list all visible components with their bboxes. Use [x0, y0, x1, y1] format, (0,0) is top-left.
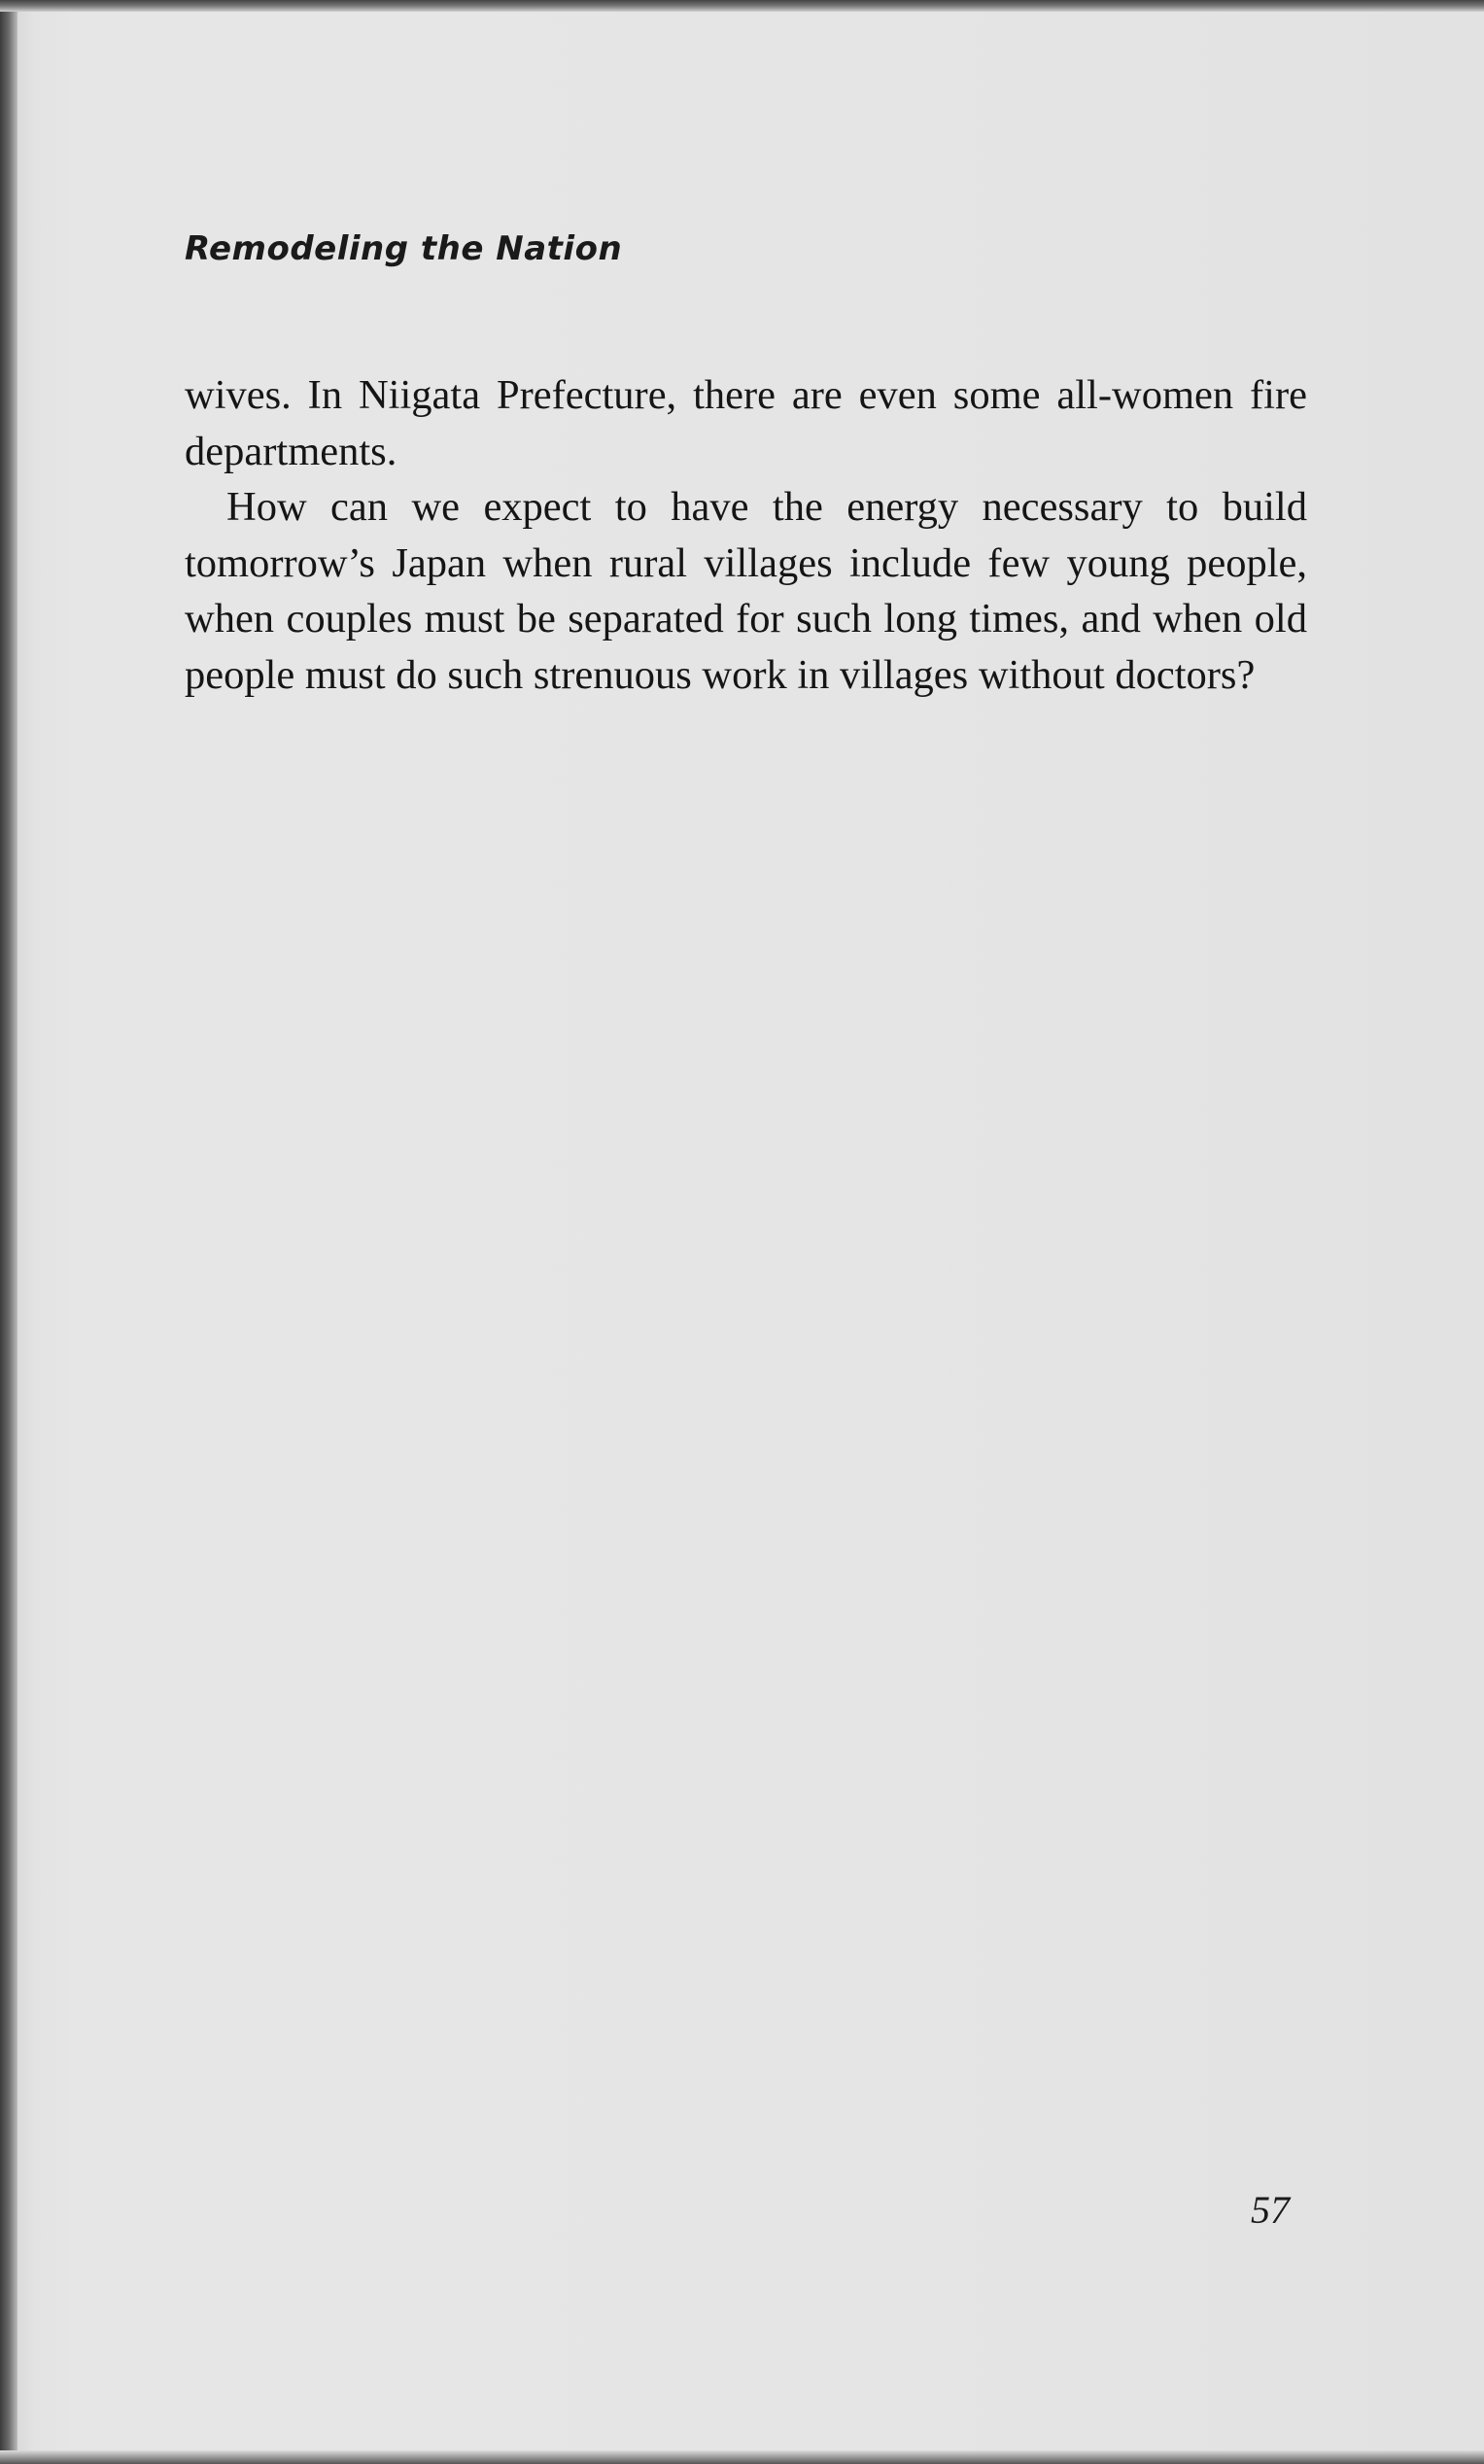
running-head: Remodeling the Nation	[185, 229, 623, 268]
page-number: 57	[1251, 2188, 1290, 2232]
page-top-edge	[0, 0, 1484, 12]
page-bottom-edge	[0, 2450, 1484, 2464]
body-text	[185, 367, 1307, 703]
paragraph-continued: wives. In Niigata Prefecture, there are even some all-women fire departments.	[185, 372, 1307, 474]
paragraph: How can we expect to have the energy necessary to build tomorrow’s Japan when rural villages include few young people, when couples must be separated for such long times, and when old people must do such strenuous work in villages without doctors?	[185, 484, 1307, 698]
